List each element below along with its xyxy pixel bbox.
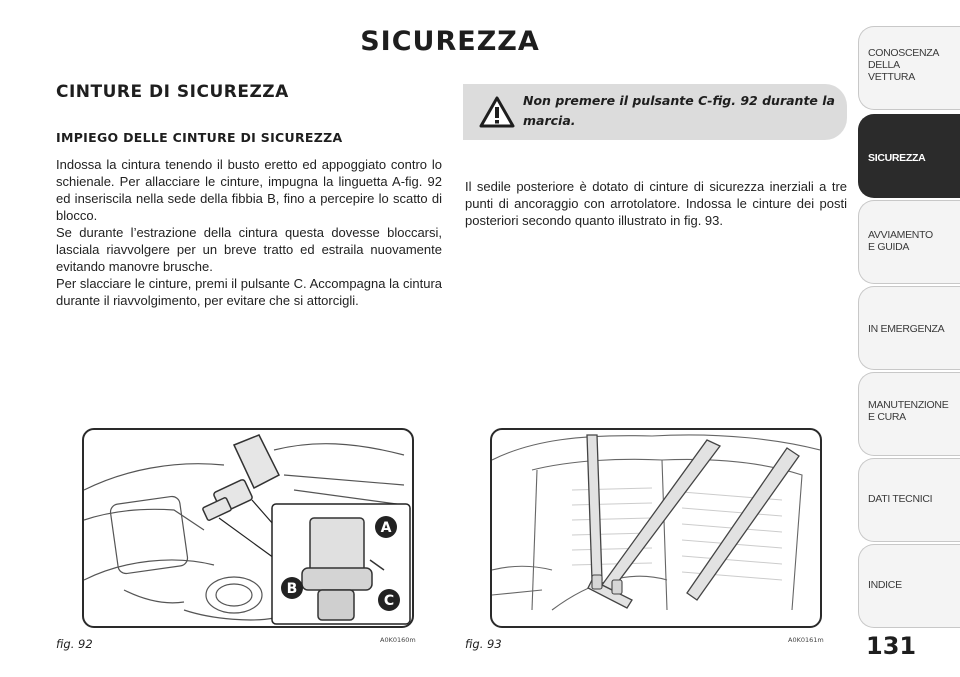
sidebar-item-label: DATI TECNICI <box>868 493 933 505</box>
left-column-text <box>56 156 442 309</box>
page-number: 131 <box>866 632 917 660</box>
sidebar-item-label: INDICE <box>868 579 902 591</box>
figure-caption: fig. 92 <box>56 637 93 651</box>
sub-title: IMPIEGO DELLE CINTURE DI SICUREZZA <box>56 130 343 145</box>
sidebar-item-indice[interactable] <box>858 544 960 628</box>
figure-93 <box>490 428 822 628</box>
warning-box <box>463 84 847 140</box>
sidebar-item-label: MANUTENZIONE E CURA <box>868 399 949 423</box>
paragraph: Per slacciare le cinture, premi il pulsante C. Accompagna la cintura durante il riavvolgimento, per evitare che si attorcigli. <box>56 276 442 308</box>
sidebar-item-label: CONOSCENZA DELLA VETTURA <box>868 47 940 83</box>
warning-triangle-icon <box>479 96 515 128</box>
label-c: C <box>383 593 395 609</box>
rear-seat-belts-illustration <box>492 430 820 626</box>
paragraph: Il sedile posteriore è dotato di cinture di sicurezza inerziali a tre punti di ancoraggio con arrotolatore. Indossa le cinture dei posti posteriori secondo quanto illustrato in fig. 93. <box>465 179 847 228</box>
seatbelt-buckle-illustration <box>84 430 412 626</box>
sidebar-item-sicurezza[interactable] <box>858 114 960 198</box>
sidebar-item-label: AVVIAMENTO E GUIDA <box>868 229 933 253</box>
sidebar-item-label: IN EMERGENZA <box>868 323 945 335</box>
warning-text: Non premere il pulsante C-fig. 92 durante la marcia. <box>523 93 835 128</box>
section-title: CINTURE DI SICUREZZA <box>56 82 289 102</box>
sidebar-item-in-emergenza[interactable] <box>858 286 960 370</box>
sidebar-item-label: SICUREZZA <box>868 152 926 164</box>
sidebar-item-avviamento-e-guida[interactable] <box>858 200 960 284</box>
label-a: A <box>380 520 392 536</box>
figure-caption: fig. 93 <box>465 637 502 651</box>
paragraph: Indossa la cintura tenendo il busto eretto ed appoggiato contro lo schienale. Per allacciare le cinture, impugna la linguetta A-fig. 92 ed inseriscila nella sede della fibbia B, fino a percepire lo scatto di blocco. <box>56 157 442 223</box>
paragraph: Se durante l’estrazione della cintura questa dovesse bloccarsi, lasciala riavvolgere per un breve tratto ed estraila nuovamente evitando manovre brusche. <box>56 225 442 274</box>
label-b: B <box>286 581 298 597</box>
sidebar-item-conoscenza-della-vettura[interactable] <box>858 26 960 110</box>
right-column-text <box>465 178 847 229</box>
figure-code: A0K0160m <box>380 636 416 644</box>
sidebar-item-manutenzione-e-cura[interactable] <box>858 372 960 456</box>
figure-92 <box>82 428 414 628</box>
sidebar-item-dati-tecnici[interactable] <box>858 458 960 542</box>
figure-code: A0K0161m <box>788 636 824 644</box>
page-title: SICUREZZA <box>360 26 540 57</box>
